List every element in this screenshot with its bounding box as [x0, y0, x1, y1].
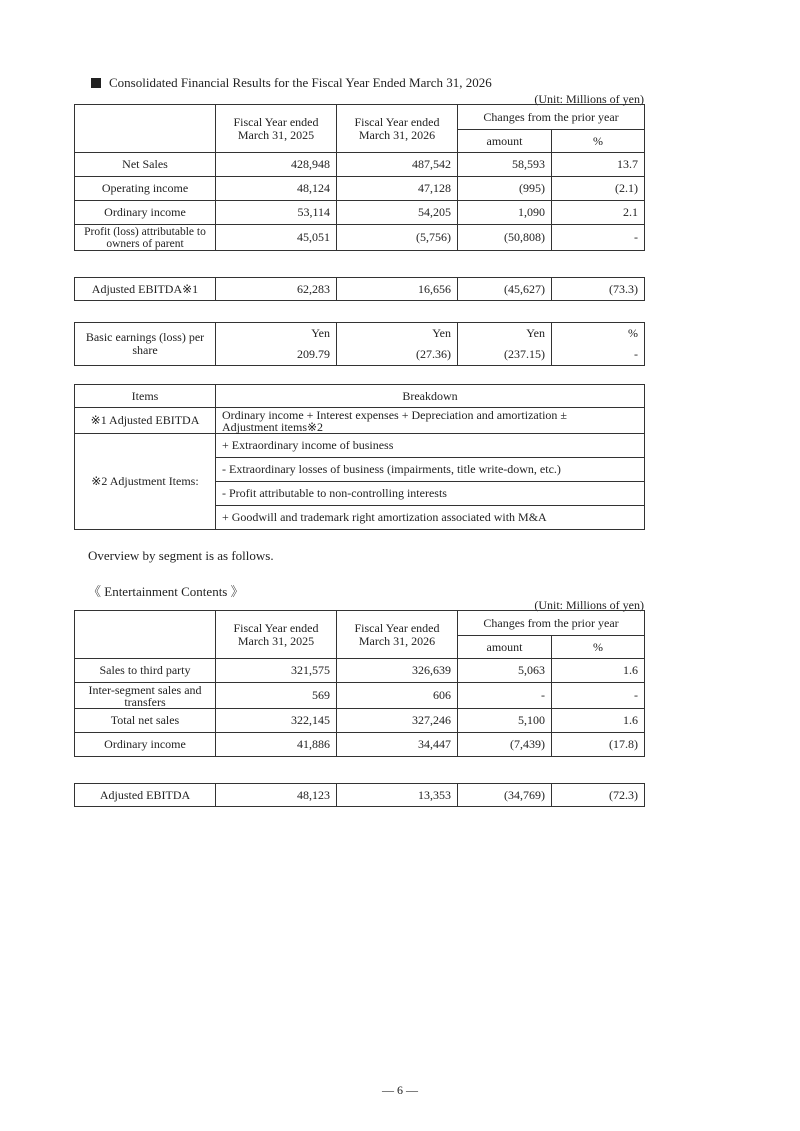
- overview-text: Overview by segment is as follows.: [88, 548, 274, 563]
- header-amount: amount: [458, 636, 552, 659]
- table-row: [75, 177, 645, 201]
- note1-text: Ordinary income + Interest expenses + Depreciation and amortization ± Adjustment items※2: [216, 408, 645, 434]
- cell-percent: -: [552, 225, 645, 251]
- segment-table: [74, 610, 645, 757]
- header-fy2025: Fiscal Year ended March 31, 2025: [216, 611, 337, 659]
- header-amount: amount: [458, 130, 552, 153]
- table-row: [75, 784, 645, 807]
- eps-unit: Yen: [337, 323, 458, 344]
- cell-percent: 2.1: [552, 201, 645, 225]
- cell-percent: -: [552, 683, 645, 709]
- table-row: [75, 709, 645, 733]
- header-fy2025: Fiscal Year ended March 31, 2025: [216, 105, 337, 153]
- note2-item: + Extraordinary income of business: [216, 434, 645, 458]
- cell-amount: (34,769): [458, 784, 552, 807]
- eps-unit: %: [552, 323, 645, 344]
- eps-label: Basic earnings (loss) per share: [75, 323, 216, 366]
- note2-label: ※2 Adjustment Items:: [75, 434, 216, 530]
- note1-label: ※1 Adjusted EBITDA: [75, 408, 216, 434]
- table-row: [75, 659, 645, 683]
- cell-fy2025: 569: [216, 683, 337, 709]
- breakdown-header: Breakdown: [216, 385, 645, 408]
- unit-label: (Unit: Millions of yen): [534, 92, 644, 106]
- header-changes: Changes from the prior year: [458, 611, 645, 636]
- row-label: Adjusted EBITDA: [75, 784, 216, 807]
- cell-amount: (45,627): [458, 278, 552, 301]
- eps-value: (237.15): [458, 344, 552, 366]
- page-number: — 6 —: [382, 1083, 418, 1097]
- row-label: Ordinary income: [75, 733, 216, 757]
- eps-value: -: [552, 344, 645, 366]
- cell-fy2025: 41,886: [216, 733, 337, 757]
- table-row: [75, 201, 645, 225]
- note2-item: - Profit attributable to non-controlling interests: [216, 482, 645, 506]
- cell-fy2026: 16,656: [337, 278, 458, 301]
- note2-item: - Extraordinary losses of business (impairments, title write-down, etc.): [216, 458, 645, 482]
- cell-amount: -: [458, 683, 552, 709]
- results-table: [74, 104, 645, 251]
- cell-fy2026: 47,128: [337, 177, 458, 201]
- eps-value: (27.36): [337, 344, 458, 366]
- cell-fy2025: 428,948: [216, 153, 337, 177]
- cell-fy2026: 13,353: [337, 784, 458, 807]
- row-label: Operating income: [75, 177, 216, 201]
- table-row: [75, 153, 645, 177]
- header-percent: %: [552, 636, 645, 659]
- eps-value: 209.79: [216, 344, 337, 366]
- row-label: Sales to third party: [75, 659, 216, 683]
- notes-table: [74, 384, 645, 530]
- eps-table: [74, 322, 645, 366]
- cell-amount: (995): [458, 177, 552, 201]
- cell-fy2026: 54,205: [337, 201, 458, 225]
- eps-unit: Yen: [458, 323, 552, 344]
- cell-fy2025: 321,575: [216, 659, 337, 683]
- table-row: [75, 278, 645, 301]
- cell-fy2025: 53,114: [216, 201, 337, 225]
- cell-fy2026: 327,246: [337, 709, 458, 733]
- header-blank: [75, 611, 216, 659]
- cell-percent: (2.1): [552, 177, 645, 201]
- square-bullet-icon: [91, 78, 101, 88]
- cell-amount: 5,100: [458, 709, 552, 733]
- segment-ebitda-table: [74, 783, 645, 807]
- cell-percent: (73.3): [552, 278, 645, 301]
- cell-percent: 1.6: [552, 659, 645, 683]
- cell-amount: 5,063: [458, 659, 552, 683]
- cell-fy2025: 62,283: [216, 278, 337, 301]
- cell-fy2025: 45,051: [216, 225, 337, 251]
- header-fy2026: Fiscal Year ended March 31, 2026: [337, 105, 458, 153]
- segment-title: 《 Entertainment Contents 》: [88, 584, 244, 599]
- eps-unit: Yen: [216, 323, 337, 344]
- cell-percent: (72.3): [552, 784, 645, 807]
- row-label: Total net sales: [75, 709, 216, 733]
- items-header: Items: [75, 385, 216, 408]
- cell-fy2025: 48,124: [216, 177, 337, 201]
- header-blank: [75, 105, 216, 153]
- cell-fy2026: 34,447: [337, 733, 458, 757]
- header-fy2026: Fiscal Year ended March 31, 2026: [337, 611, 458, 659]
- row-label: Ordinary income: [75, 201, 216, 225]
- table-row: [75, 225, 645, 251]
- cell-percent: 13.7: [552, 153, 645, 177]
- header-percent: %: [552, 130, 645, 153]
- table-row: [75, 733, 645, 757]
- cell-amount: 1,090: [458, 201, 552, 225]
- row-label: Adjusted EBITDA※1: [75, 278, 216, 301]
- cell-fy2026: 326,639: [337, 659, 458, 683]
- cell-fy2025: 322,145: [216, 709, 337, 733]
- header-changes: Changes from the prior year: [458, 105, 645, 130]
- cell-percent: (17.8): [552, 733, 645, 757]
- cell-amount: 58,593: [458, 153, 552, 177]
- section-title: Consolidated Financial Results for the Fiscal Year Ended March 31, 2026: [91, 75, 492, 91]
- cell-fy2026: 487,542: [337, 153, 458, 177]
- cell-fy2026: 606: [337, 683, 458, 709]
- cell-fy2026: (5,756): [337, 225, 458, 251]
- cell-fy2025: 48,123: [216, 784, 337, 807]
- row-label: Inter-segment sales and transfers: [75, 683, 216, 709]
- cell-amount: (7,439): [458, 733, 552, 757]
- cell-amount: (50,808): [458, 225, 552, 251]
- row-label: Net Sales: [75, 153, 216, 177]
- table-row: [75, 683, 645, 709]
- row-label: Profit (loss) attributable to owners of parent: [75, 225, 216, 251]
- note2-item: + Goodwill and trademark right amortization associated with M&A: [216, 506, 645, 530]
- ebitda-table: [74, 277, 645, 301]
- cell-percent: 1.6: [552, 709, 645, 733]
- segment-unit-label: (Unit: Millions of yen): [534, 598, 644, 612]
